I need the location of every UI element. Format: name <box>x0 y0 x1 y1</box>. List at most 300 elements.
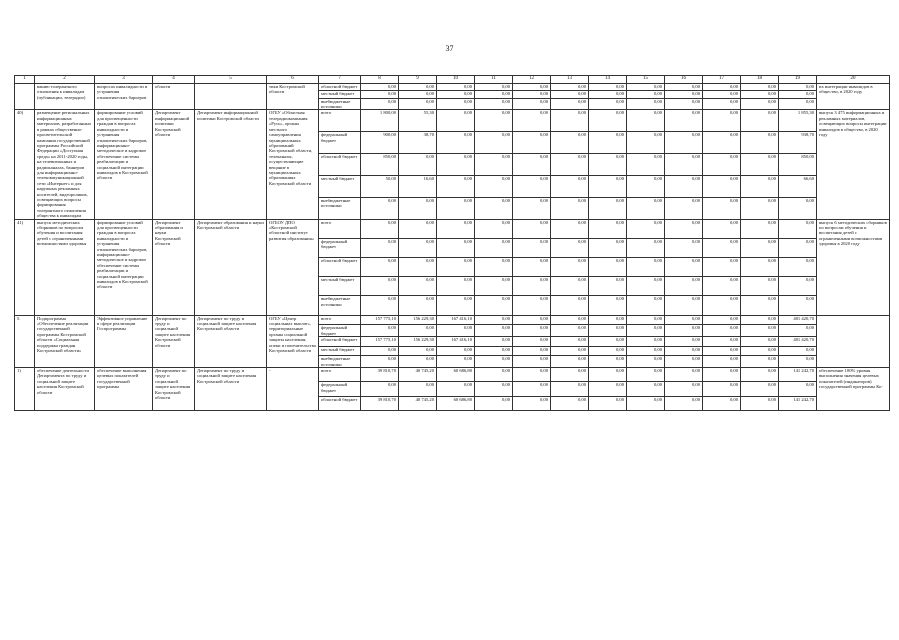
amount-cell: 0,00 <box>665 325 703 337</box>
amount-cell: 0,00 <box>665 257 703 276</box>
column-number: 13 <box>551 76 589 84</box>
amount-cell: 1 800,00 <box>361 110 399 132</box>
column-number: 8 <box>361 76 399 84</box>
column-number: 15 <box>627 76 665 84</box>
amount-cell: 0,00 <box>437 110 475 132</box>
amount-cell: 0,00 <box>703 396 741 410</box>
amount-cell: 0,00 <box>475 98 513 110</box>
amount-cell: 0,00 <box>513 277 551 296</box>
amount-cell: 0,00 <box>741 219 779 238</box>
amount-cell: 0,00 <box>627 84 665 91</box>
cell-c1: 5. <box>15 315 35 367</box>
amount-cell: 0,00 <box>779 356 817 368</box>
amount-cell: 0,00 <box>703 382 741 396</box>
table-row <box>15 110 890 132</box>
amount-cell: 0,00 <box>551 296 589 315</box>
amount-cell: 0,00 <box>627 382 665 396</box>
amount-cell: 850,00 <box>779 154 817 176</box>
column-number: 20 <box>817 76 890 84</box>
funding-source: областной бюджет <box>319 154 361 176</box>
amount-cell: 16,60 <box>399 175 437 197</box>
funding-source: внебюджетные источники <box>319 197 361 219</box>
column-number: 18 <box>741 76 779 84</box>
amount-cell: 0,00 <box>361 219 399 238</box>
amount-cell: 0,00 <box>399 382 437 396</box>
funding-source: федеральный бюджет <box>319 132 361 154</box>
amount-cell: 0,00 <box>703 257 741 276</box>
amount-cell: 0,00 <box>475 257 513 276</box>
column-number: 4 <box>153 76 195 84</box>
amount-cell: 0,00 <box>779 238 817 257</box>
amount-cell: 0,00 <box>779 219 817 238</box>
amount-cell: 0,00 <box>703 98 741 110</box>
amount-cell: 0,00 <box>551 356 589 368</box>
amount-cell: 850,00 <box>361 154 399 176</box>
cell-c20: выпуск 3 475 информационных и рекламных материалов, освещающих вопросы интеграции инвалидов в общество, в 2020 году <box>817 110 890 219</box>
amount-cell: 0,00 <box>741 197 779 219</box>
cell-c1: 1) <box>15 367 35 410</box>
amount-cell: 0,00 <box>779 84 817 91</box>
funding-source: областной бюджет <box>319 257 361 276</box>
funding-source: местный бюджет <box>319 346 361 356</box>
amount-cell: 0,00 <box>741 382 779 396</box>
amount-cell: 0,00 <box>665 346 703 356</box>
amount-cell: 0,00 <box>627 219 665 238</box>
column-number: 5 <box>195 76 267 84</box>
amount-cell: 0,00 <box>741 336 779 346</box>
cell-c5 <box>195 84 267 110</box>
funding-source: областной бюджет <box>319 396 361 410</box>
amount-cell: 40 745,20 <box>399 396 437 410</box>
cell-c3: Эффективное управление в сфере реализации Госпрограммы <box>95 315 153 367</box>
amount-cell: 0,00 <box>665 315 703 325</box>
amount-cell: 0,00 <box>475 238 513 257</box>
amount-cell: 0,00 <box>703 336 741 346</box>
amount-cell: 0,00 <box>627 336 665 346</box>
amount-cell: 0,00 <box>589 257 627 276</box>
amount-cell: 0,00 <box>627 110 665 132</box>
table-row <box>15 367 890 381</box>
amount-cell: 0,00 <box>589 336 627 346</box>
amount-cell: 0,00 <box>741 132 779 154</box>
amount-cell: 0,00 <box>779 98 817 110</box>
cell-c1: 41) <box>15 219 35 315</box>
amount-cell: 0,00 <box>627 91 665 98</box>
amount-cell: 0,00 <box>589 154 627 176</box>
amount-cell: 0,00 <box>741 356 779 368</box>
amount-cell: 0,00 <box>665 367 703 381</box>
cell-c5: Департамент по труду и социальной защите населения Костромской области <box>195 367 267 410</box>
amount-cell: 157 775,10 <box>361 315 399 325</box>
amount-cell: 0,00 <box>589 84 627 91</box>
amount-cell: 0,00 <box>399 91 437 98</box>
amount-cell: 0,00 <box>779 382 817 396</box>
amount-cell: 141 242,70 <box>779 396 817 410</box>
cell-c2: обеспечение деятельности Департамента по труду и социальной защите населения Костромской области <box>35 367 95 410</box>
amount-cell: 0,00 <box>665 175 703 197</box>
amount-cell: 0,00 <box>399 346 437 356</box>
cell-c2: ванию толерантного отношения к инвалидам (публикации, телерадио) <box>35 84 95 110</box>
amount-cell: 0,00 <box>437 132 475 154</box>
amount-cell: 0,00 <box>399 325 437 337</box>
column-number: 10 <box>437 76 475 84</box>
amount-cell: 0,00 <box>475 336 513 346</box>
amount-cell: 0,00 <box>589 175 627 197</box>
amount-cell: 0,00 <box>551 396 589 410</box>
amount-cell: 0,00 <box>703 296 741 315</box>
column-number: 16 <box>665 76 703 84</box>
amount-cell: 0,00 <box>361 356 399 368</box>
column-number: 9 <box>399 76 437 84</box>
amount-cell: 0,00 <box>513 175 551 197</box>
amount-cell: 0,00 <box>665 91 703 98</box>
amount-cell: 0,00 <box>437 91 475 98</box>
amount-cell: 0,00 <box>361 84 399 91</box>
amount-cell: 0,00 <box>627 367 665 381</box>
amount-cell: 0,00 <box>361 91 399 98</box>
amount-cell: 0,00 <box>513 110 551 132</box>
amount-cell: 0,00 <box>513 367 551 381</box>
amount-cell: 60 686,80 <box>437 396 475 410</box>
amount-cell: 0,00 <box>513 132 551 154</box>
cell-c5: Департамент информационной политики Костромской области <box>195 110 267 219</box>
amount-cell: 0,00 <box>589 238 627 257</box>
amount-cell: 0,00 <box>665 382 703 396</box>
amount-cell: 0,00 <box>513 197 551 219</box>
amount-cell: 0,00 <box>475 84 513 91</box>
amount-cell: 0,00 <box>703 346 741 356</box>
amount-cell: 0,00 <box>703 197 741 219</box>
amount-cell: 0,00 <box>741 98 779 110</box>
funding-source: областной бюджет <box>319 84 361 91</box>
amount-cell: 0,00 <box>589 197 627 219</box>
amount-cell: 0,00 <box>665 356 703 368</box>
amount-cell: 0,00 <box>475 91 513 98</box>
amount-cell: 0,00 <box>703 110 741 132</box>
amount-cell: 0,00 <box>475 132 513 154</box>
amount-cell: 0,00 <box>665 132 703 154</box>
amount-cell: 38,70 <box>399 132 437 154</box>
amount-cell: 0,00 <box>551 219 589 238</box>
amount-cell: 0,00 <box>627 257 665 276</box>
amount-cell: 0,00 <box>589 98 627 110</box>
amount-cell: 0,00 <box>475 219 513 238</box>
cell-c1: 40) <box>15 110 35 219</box>
amount-cell: 0,00 <box>703 277 741 296</box>
amount-cell: 0,00 <box>475 296 513 315</box>
column-number: 3 <box>95 76 153 84</box>
amount-cell: 0,00 <box>779 257 817 276</box>
amount-cell: 0,00 <box>551 315 589 325</box>
amount-cell: 0,00 <box>741 396 779 410</box>
amount-cell: 0,00 <box>513 382 551 396</box>
amount-cell: 0,00 <box>627 175 665 197</box>
amount-cell: 0,00 <box>741 315 779 325</box>
amount-cell: 0,00 <box>399 356 437 368</box>
amount-cell: 0,00 <box>551 367 589 381</box>
amount-cell: 0,00 <box>703 132 741 154</box>
amount-cell: 0,00 <box>437 154 475 176</box>
amount-cell: 60 686,80 <box>437 367 475 381</box>
amount-cell: 0,00 <box>551 197 589 219</box>
amount-cell: 0,00 <box>741 346 779 356</box>
amount-cell: 0,00 <box>703 175 741 197</box>
program-table <box>14 75 890 411</box>
amount-cell: 0,00 <box>779 197 817 219</box>
amount-cell: 0,00 <box>703 219 741 238</box>
amount-cell: 0,00 <box>703 356 741 368</box>
amount-cell: 0,00 <box>513 98 551 110</box>
amount-cell: 0,00 <box>475 110 513 132</box>
amount-cell: 0,00 <box>741 367 779 381</box>
amount-cell: 0,00 <box>779 277 817 296</box>
amount-cell: 0,00 <box>779 296 817 315</box>
amount-cell: 0,00 <box>589 396 627 410</box>
amount-cell: 0,00 <box>513 315 551 325</box>
amount-cell: 0,00 <box>361 296 399 315</box>
amount-cell: 0,00 <box>589 367 627 381</box>
amount-cell: 0,00 <box>475 382 513 396</box>
amount-cell: 0,00 <box>703 154 741 176</box>
amount-cell: 0,00 <box>513 257 551 276</box>
amount-cell: 0,00 <box>665 98 703 110</box>
funding-source: внебюджетные источники <box>319 98 361 110</box>
column-number: 1 <box>15 76 35 84</box>
amount-cell: 0,00 <box>703 315 741 325</box>
funding-source: местный бюджет <box>319 277 361 296</box>
cell-c20 <box>817 315 890 367</box>
amount-cell: 0,00 <box>551 325 589 337</box>
amount-cell: 0,00 <box>627 356 665 368</box>
column-number: 6 <box>267 76 319 84</box>
amount-cell: 0,00 <box>589 325 627 337</box>
amount-cell: 0,00 <box>475 154 513 176</box>
funding-source: всего <box>319 315 361 325</box>
amount-cell: 0,00 <box>665 154 703 176</box>
amount-cell: 0,00 <box>475 396 513 410</box>
amount-cell: 0,00 <box>513 356 551 368</box>
funding-source: всего <box>319 219 361 238</box>
amount-cell: 0,00 <box>399 257 437 276</box>
funding-source: местный бюджет <box>319 91 361 98</box>
amount-cell: 0,00 <box>437 219 475 238</box>
amount-cell: 0,00 <box>399 197 437 219</box>
cell-c2: выпуск методических сборников по вопросам обучения и воспитания детей с ограниченными возможностями здоровья <box>35 219 95 315</box>
amount-cell: 0,00 <box>399 238 437 257</box>
amount-cell: 0,00 <box>589 315 627 325</box>
amount-cell: 0,00 <box>627 325 665 337</box>
amount-cell: 0,00 <box>361 238 399 257</box>
page-number: 37 <box>445 44 454 53</box>
amount-cell: 39 810,70 <box>361 367 399 381</box>
amount-cell: 0,00 <box>361 98 399 110</box>
amount-cell: 66,60 <box>779 175 817 197</box>
amount-cell: 0,00 <box>741 84 779 91</box>
funding-source: внебюджетные источники <box>319 356 361 368</box>
amount-cell: 0,00 <box>437 84 475 91</box>
amount-cell: 0,00 <box>627 296 665 315</box>
amount-cell: 0,00 <box>589 277 627 296</box>
amount-cell: 1 855,30 <box>779 110 817 132</box>
table-row <box>15 315 890 325</box>
amount-cell: 0,00 <box>361 325 399 337</box>
amount-cell: 0,00 <box>779 325 817 337</box>
amount-cell: 0,00 <box>741 257 779 276</box>
table-row <box>15 219 890 238</box>
amount-cell: 0,00 <box>475 277 513 296</box>
funding-source: местный бюджет <box>319 175 361 197</box>
amount-cell: 0,00 <box>513 219 551 238</box>
amount-cell: 0,00 <box>551 91 589 98</box>
amount-cell: 0,00 <box>779 346 817 356</box>
cell-c4: Департамент по труду и социальной защите населения Костромской области <box>153 315 195 367</box>
amount-cell: 0,00 <box>703 238 741 257</box>
amount-cell: 938,70 <box>779 132 817 154</box>
amount-cell: 167 416,10 <box>437 315 475 325</box>
amount-cell: 0,00 <box>437 325 475 337</box>
cell-c5: Департамент образования и науки Костромской области <box>195 219 267 315</box>
amount-cell: 0,00 <box>589 356 627 368</box>
amount-cell: 0,00 <box>665 296 703 315</box>
amount-cell: 0,00 <box>513 91 551 98</box>
cell-c6: ОГБУ «Центр социальных выплат», территориальные органы социальной защиты населения, опеки и попечительства Костромской области <box>267 315 319 367</box>
amount-cell: 0,00 <box>627 396 665 410</box>
amount-cell: 0,00 <box>589 382 627 396</box>
funding-source: федеральный бюджет <box>319 238 361 257</box>
amount-cell: 141 242,70 <box>779 367 817 381</box>
amount-cell: 0,00 <box>551 257 589 276</box>
cell-c4: Департамент образования и науки Костромской области <box>153 219 195 315</box>
amount-cell: 0,00 <box>589 110 627 132</box>
amount-cell: 0,00 <box>665 84 703 91</box>
amount-cell: 0,00 <box>475 367 513 381</box>
table-row <box>15 84 890 91</box>
amount-cell: 0,00 <box>513 296 551 315</box>
amount-cell: 0,00 <box>551 154 589 176</box>
amount-cell: 0,00 <box>779 91 817 98</box>
amount-cell: 0,00 <box>437 296 475 315</box>
amount-cell: 157 775,10 <box>361 336 399 346</box>
amount-cell: 481 420,70 <box>779 315 817 325</box>
amount-cell: 0,00 <box>627 98 665 110</box>
amount-cell: 167 416,10 <box>437 336 475 346</box>
amount-cell: 0,00 <box>551 382 589 396</box>
amount-cell: 0,00 <box>361 277 399 296</box>
amount-cell: 0,00 <box>551 175 589 197</box>
cell-c4: области <box>153 84 195 110</box>
amount-cell: 0,00 <box>589 296 627 315</box>
amount-cell: 0,00 <box>513 346 551 356</box>
amount-cell: 0,00 <box>437 175 475 197</box>
cell-c20: выпуск 6 методических сборников по вопросам обучения и воспитания детей с ограниченными возможностями здоровья в 2020 году <box>817 219 890 315</box>
amount-cell: 0,00 <box>627 197 665 219</box>
amount-cell: 0,00 <box>399 98 437 110</box>
amount-cell: 0,00 <box>741 325 779 337</box>
column-number: 7 <box>319 76 361 84</box>
amount-cell: 50,00 <box>361 175 399 197</box>
amount-cell: 0,00 <box>551 277 589 296</box>
amount-cell: 0,00 <box>627 132 665 154</box>
cell-c2: Подпрограмма «Обеспечение реализации государственной программы Костромской области «Социальная поддержка граждан Костромской области» <box>35 315 95 367</box>
amount-cell: 0,00 <box>703 325 741 337</box>
amount-cell: 0,00 <box>665 197 703 219</box>
amount-cell: 0,00 <box>475 346 513 356</box>
amount-cell: 0,00 <box>437 197 475 219</box>
amount-cell: 0,00 <box>741 238 779 257</box>
amount-cell: 0,00 <box>551 110 589 132</box>
funding-source: всего <box>319 367 361 381</box>
amount-cell: 0,00 <box>627 238 665 257</box>
amount-cell: 0,00 <box>513 396 551 410</box>
amount-cell: 0,00 <box>551 336 589 346</box>
amount-cell: 0,00 <box>627 277 665 296</box>
amount-cell: 0,00 <box>437 257 475 276</box>
funding-source: федеральный бюджет <box>319 325 361 337</box>
amount-cell: 0,00 <box>399 277 437 296</box>
amount-cell: 0,00 <box>475 175 513 197</box>
cell-c2: размещение региональных информационных материалов, разработанных в рамках общественно-просветительской кампании государственной программы Российской Федерации «Доступная среда» на 2011-2020 годы, на телевизионных и радиоканалах, баннеров для информационно-телекоммуникационной сети «Интернет» и для наружных рекламных носителей, видеороликов, освещающих вопросы формирования толерантного отношения общества к инвалидам <box>35 110 95 219</box>
amount-cell: 0,00 <box>513 84 551 91</box>
amount-cell: 0,00 <box>437 356 475 368</box>
amount-cell: 0,00 <box>703 84 741 91</box>
amount-cell: 39 810,70 <box>361 396 399 410</box>
cell-c20: их интеграции инвалидов в общество, в 2020 году <box>817 84 890 110</box>
amount-cell: 0,00 <box>741 296 779 315</box>
amount-cell: 0,00 <box>589 132 627 154</box>
amount-cell: 0,00 <box>437 238 475 257</box>
amount-cell: 0,00 <box>665 219 703 238</box>
amount-cell: 0,00 <box>399 84 437 91</box>
amount-cell: 0,00 <box>399 219 437 238</box>
cell-c20: обеспечение 100% уровня выполнения значения целевых показателей (индикаторов) государственной программы Ко- <box>817 367 890 410</box>
amount-cell: 156 229,30 <box>399 336 437 346</box>
column-number: 17 <box>703 76 741 84</box>
amount-cell: 0,00 <box>513 325 551 337</box>
amount-cell: 0,00 <box>665 238 703 257</box>
amount-cell: 0,00 <box>437 98 475 110</box>
amount-cell: 0,00 <box>741 154 779 176</box>
amount-cell: 0,00 <box>741 91 779 98</box>
amount-cell: 0,00 <box>589 346 627 356</box>
amount-cell: 0,00 <box>361 382 399 396</box>
cell-c6: тики Костромской области <box>267 84 319 110</box>
amount-cell: 40 745,20 <box>399 367 437 381</box>
funding-source: областной бюджет <box>319 336 361 346</box>
cell-c6: ОГБУ «Областная телерадиокомпания «Русь», органы местного самоуправления муниципальных образований Костромской области, телеканалы, осуществляющие вещание в муниципальных образованиях Костромской области <box>267 110 319 219</box>
amount-cell: 0,00 <box>589 219 627 238</box>
cell-c6: - <box>267 367 319 410</box>
amount-cell: 481 420,70 <box>779 336 817 346</box>
amount-cell: 0,00 <box>741 175 779 197</box>
amount-cell: 0,00 <box>475 325 513 337</box>
amount-cell: 0,00 <box>551 346 589 356</box>
column-number-row <box>15 76 890 84</box>
amount-cell: 0,00 <box>627 315 665 325</box>
amount-cell: 0,00 <box>475 356 513 368</box>
amount-cell: 0,00 <box>475 197 513 219</box>
amount-cell: 0,00 <box>551 132 589 154</box>
amount-cell: 0,00 <box>475 315 513 325</box>
cell-c3: формирование условий для просвещенности граждан в вопросах инвалидности и устранения отношенческих барьеров, информационно-методическое и кадровое обеспечение системы реабилитации и социальной интеграции инвалидов в Костромской области <box>95 219 153 315</box>
cell-c6: ОГБОУ ДПО «Костромской областной институт развития образования» <box>267 219 319 315</box>
amount-cell: 0,00 <box>437 346 475 356</box>
amount-cell: 0,00 <box>703 367 741 381</box>
amount-cell: 0,00 <box>551 98 589 110</box>
cell-c3: обеспечение выполнения целевых показателей государственной программы <box>95 367 153 410</box>
amount-cell: 156 229,30 <box>399 315 437 325</box>
cell-c5: Департамент по труду и социальной защите населения Костромской области <box>195 315 267 367</box>
amount-cell: 0,00 <box>703 91 741 98</box>
